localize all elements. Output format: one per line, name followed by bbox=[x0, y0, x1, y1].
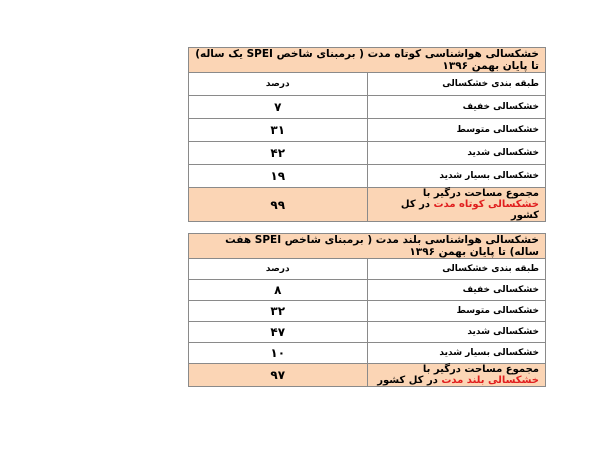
total-suffix: در کل کشور bbox=[377, 375, 442, 386]
table-title: خشکسالی هواشناسی کوتاه مدت ( برمبنای شاخص SPEI یک ساله) تا پایان بهمن ۱۳۹۶ bbox=[189, 48, 546, 73]
row-label: خشکسالی خفیف bbox=[367, 96, 546, 119]
row-value: ۱۰ bbox=[189, 343, 368, 364]
row-value: ۷ bbox=[189, 96, 368, 119]
table-header-row bbox=[189, 73, 546, 96]
header-percent: درصد bbox=[189, 259, 368, 280]
total-prefix: مجموع مساحت درگیر با bbox=[422, 188, 539, 199]
row-label: خشکسالی شدید bbox=[367, 322, 546, 343]
total-row bbox=[189, 364, 546, 387]
header-percent: درصد bbox=[189, 73, 368, 96]
total-row bbox=[189, 188, 546, 222]
table-row bbox=[189, 343, 546, 364]
long-term-drought-table bbox=[188, 233, 546, 387]
row-value: ۴۷ bbox=[189, 322, 368, 343]
row-label: خشکسالی متوسط bbox=[367, 119, 546, 142]
row-label: خشکسالی بسیار شدید bbox=[367, 165, 546, 188]
total-highlight: خشکسالی بلند مدت bbox=[441, 375, 539, 386]
row-value: ۳۱ bbox=[189, 119, 368, 142]
total-label bbox=[367, 188, 546, 222]
header-category: طبقه بندی خشکسالی bbox=[367, 73, 546, 96]
row-label: خشکسالی خفیف bbox=[367, 280, 546, 301]
row-label: خشکسالی متوسط bbox=[367, 301, 546, 322]
total-value: ۹۹ bbox=[189, 188, 368, 222]
row-label: خشکسالی شدید bbox=[367, 142, 546, 165]
table-row bbox=[189, 322, 546, 343]
row-label: خشکسالی بسیار شدید bbox=[367, 343, 546, 364]
table-row bbox=[189, 142, 546, 165]
table-title: خشکسالی هواشناسی بلند مدت ( برمبنای شاخص SPEI هفت ساله) تا پایان بهمن ۱۳۹۶ bbox=[189, 234, 546, 259]
row-value: ۳۲ bbox=[189, 301, 368, 322]
row-value: ۸ bbox=[189, 280, 368, 301]
total-suffix: در کل کشور bbox=[400, 199, 539, 221]
table-row bbox=[189, 280, 546, 301]
table-header-row bbox=[189, 259, 546, 280]
row-value: ۴۲ bbox=[189, 142, 368, 165]
total-label bbox=[367, 364, 546, 387]
total-value: ۹۷ bbox=[189, 364, 368, 387]
table-row bbox=[189, 119, 546, 142]
row-value: ۱۹ bbox=[189, 165, 368, 188]
table-row bbox=[189, 96, 546, 119]
short-term-drought-table bbox=[188, 47, 546, 222]
header-category: طبقه بندی خشکسالی bbox=[367, 259, 546, 280]
total-prefix: مجموع مساحت درگیر با bbox=[422, 364, 539, 375]
table-row bbox=[189, 165, 546, 188]
total-highlight: خشکسالی کوتاه مدت bbox=[433, 199, 539, 210]
table-title-row bbox=[189, 48, 546, 73]
table-row bbox=[189, 301, 546, 322]
table-title-row bbox=[189, 234, 546, 259]
